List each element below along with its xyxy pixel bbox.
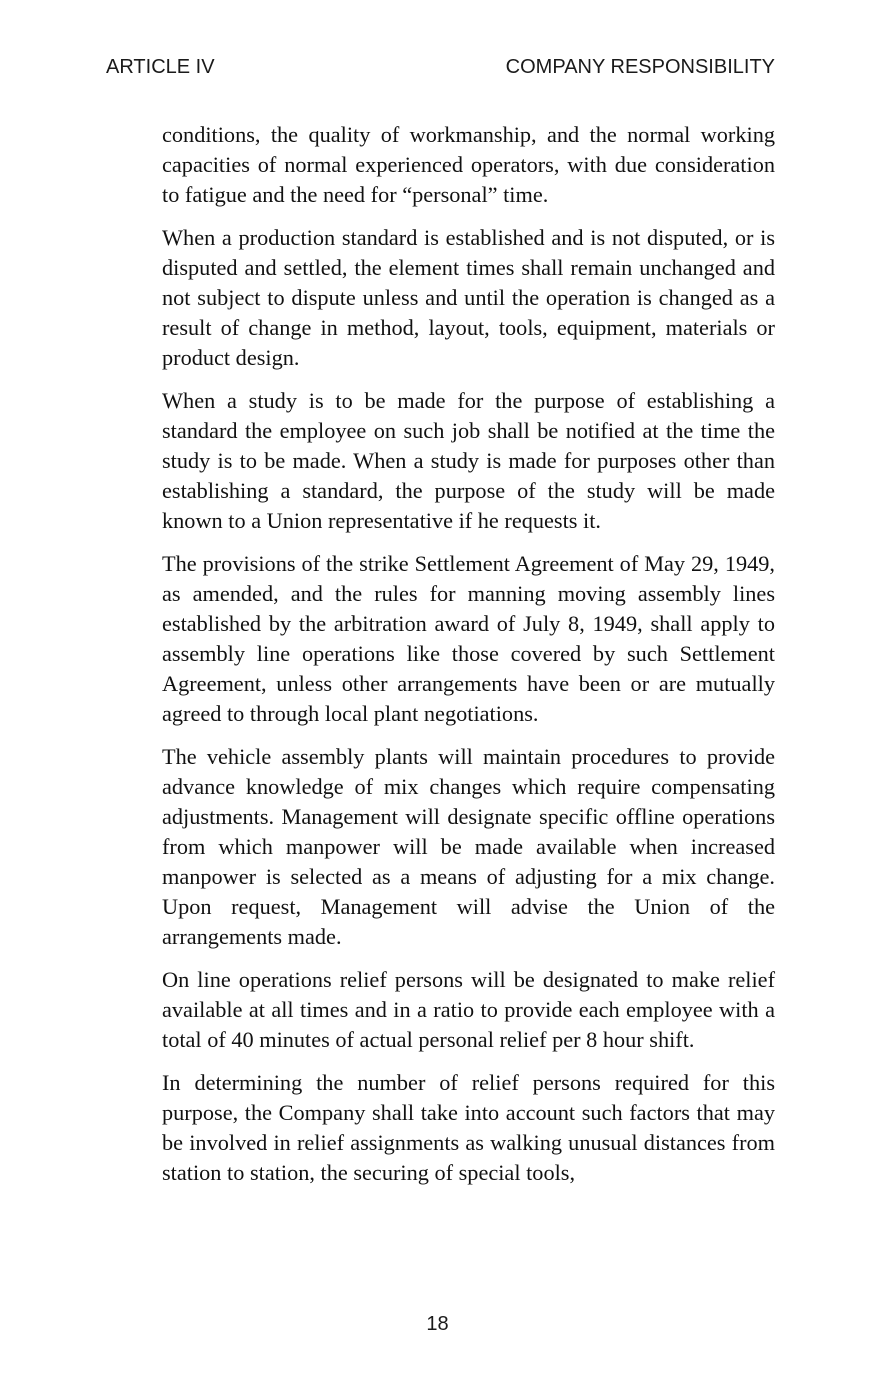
page-number: 18 xyxy=(426,1313,449,1335)
running-header xyxy=(106,54,775,80)
paragraph-relief-factors: In determining the number of relief persons required for this purpose, the Company shall take into account such factors that may be involved in relief assignments as walking unusual distances from station to station, the securing of special tools, xyxy=(162,1070,775,1185)
paragraph-mix-changes: The vehicle assembly plants will maintain procedures to provide advance knowledge of mix changes which require compensating adjustments. Management will designate specific offline operations from which manpower will be made available when increased manpower is selected as a means of adjusting for a mix change. Upon request, Management will advise the Union of the arrangements made. xyxy=(162,744,775,949)
paragraph-relief-persons: On line operations relief persons will be designated to make relief available at all times and in a ratio to provide each employee with a total of 40 minutes of actual personal relief per 8 hour shift. xyxy=(162,967,775,1052)
paragraph-fatigue-personal-time: conditions, the quality of workmanship, and the normal working capacities of normal experienced operators, with due consideration to fatigue and the need for “personal” time. xyxy=(162,122,775,207)
section-title: COMPANY RESPONSIBILITY xyxy=(505,56,775,78)
paragraph-study-notification: When a study is to be made for the purpose of establishing a standard the employee on such job shall be notified at the time the study is to be made. When a study is made for purposes other than establishing a standard, the purpose of the study will be made known to a Union representative if he requests it. xyxy=(162,388,775,533)
paragraph-settlement-agreement: The provisions of the strike Settlement Agreement of May 29, 1949, as amended, and the rules for manning moving assembly lines established by the arbitration award of July 8, 1949, shall apply to assembly line operations like those covered by such Settlement Agreement, unless other arrangements have been or are mutually agreed to through local plant negotiations. xyxy=(162,551,775,726)
article-label: ARTICLE IV xyxy=(106,56,215,78)
body-text xyxy=(162,120,775,1201)
paragraph-production-standard: When a production standard is established and is not disputed, or is disputed and settled, the element times shall remain unchanged and not subject to dispute unless and until the operation is changed as a result of change in method, layout, tools, equipment, materials or product design. xyxy=(162,225,775,370)
